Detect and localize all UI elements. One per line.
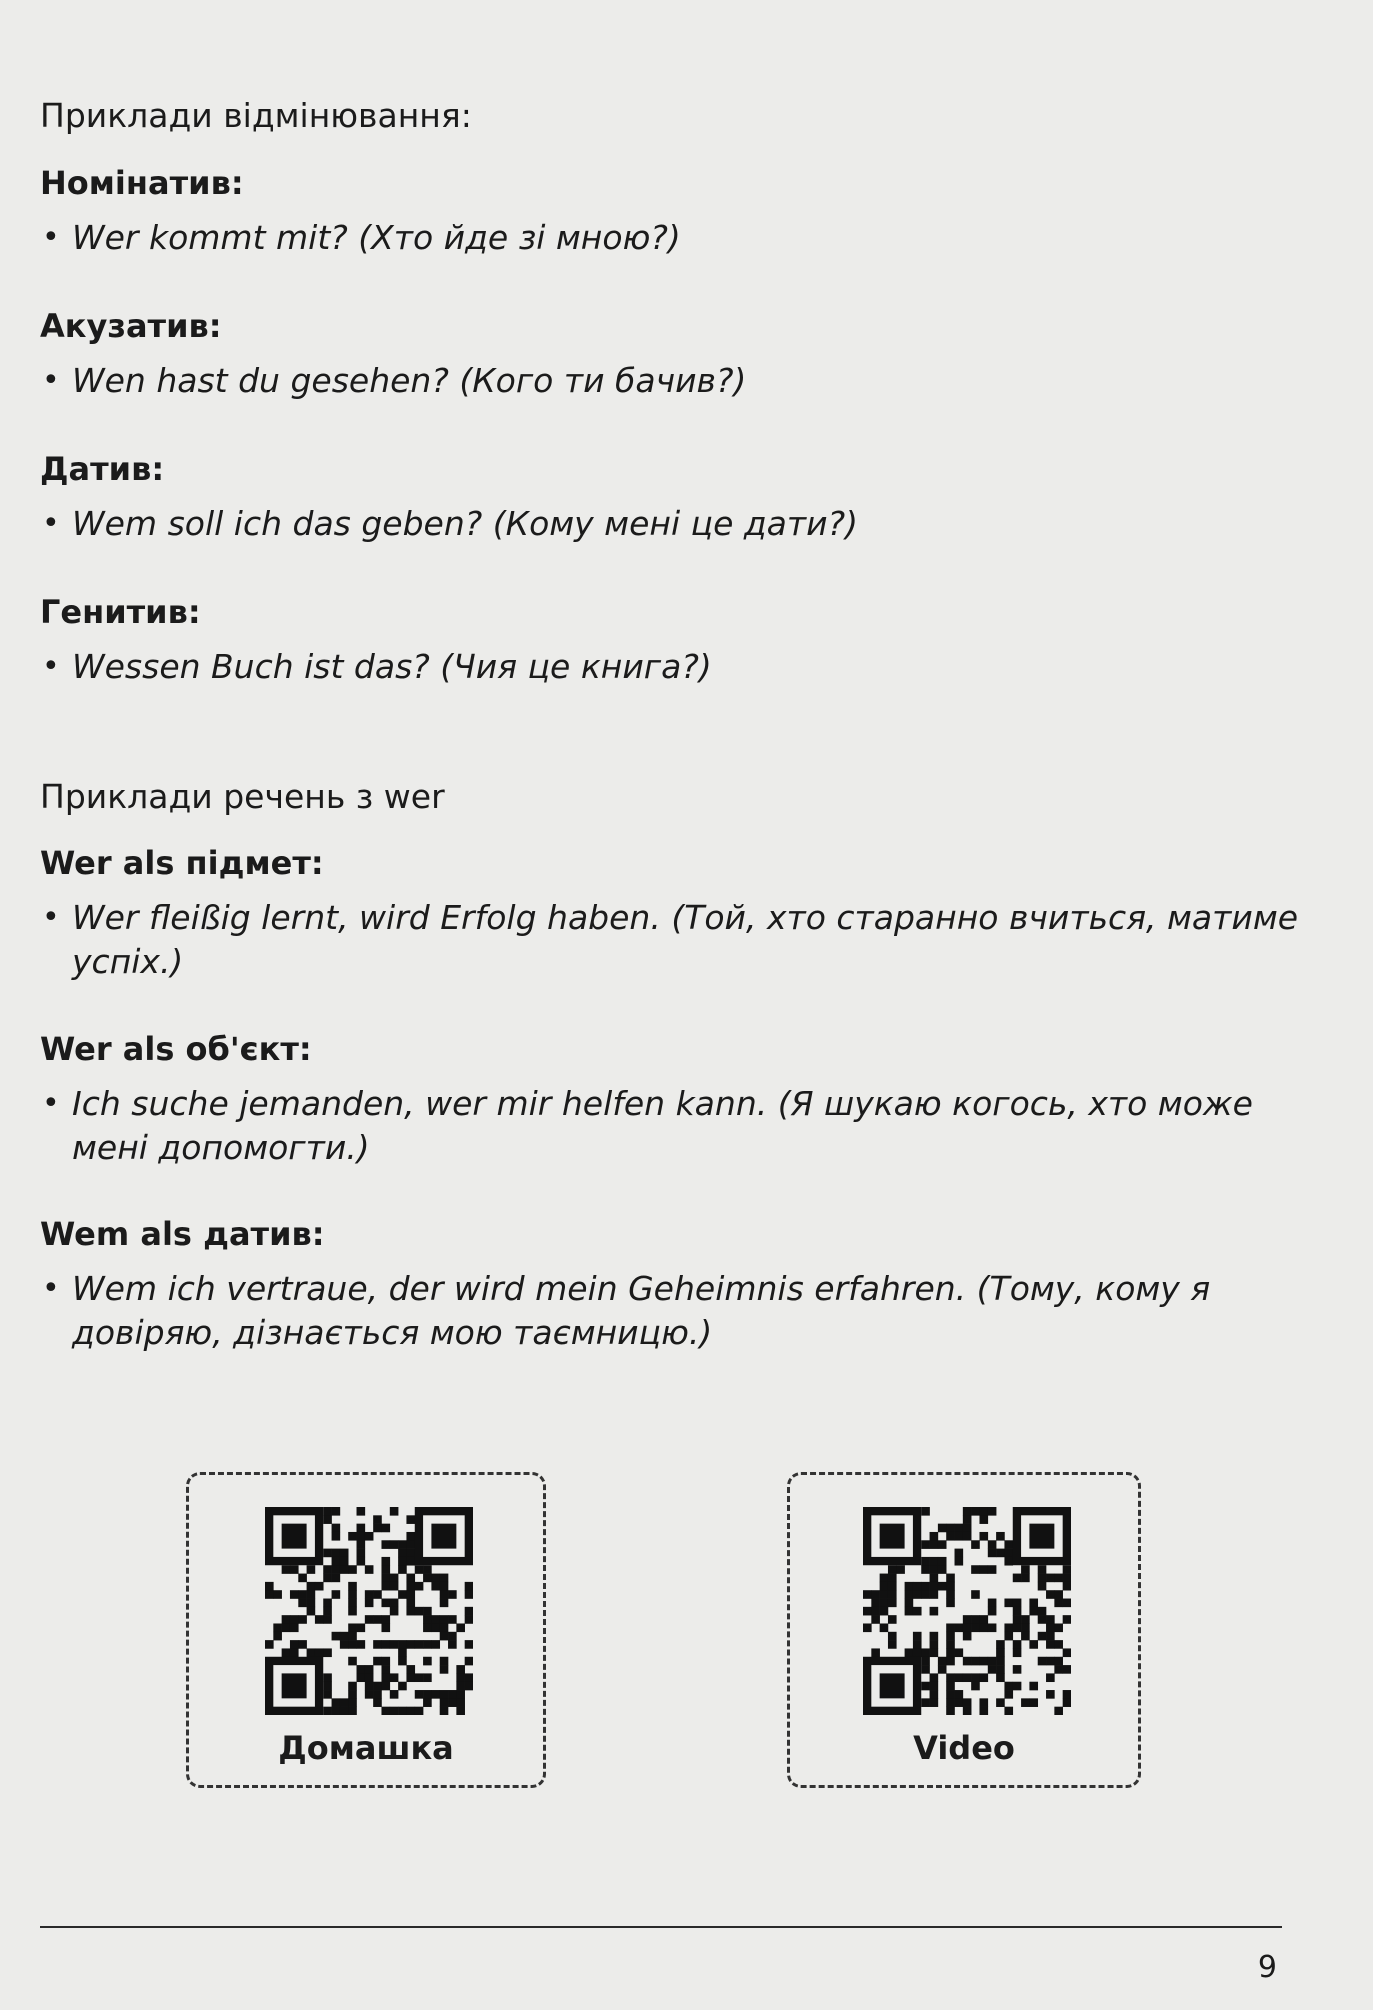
page-number: 9 [1257, 1950, 1277, 1985]
group-wem-dative [40, 1215, 1300, 1355]
qr-card-label: Домашка [278, 1729, 454, 1767]
example-item [40, 896, 1300, 984]
qr-card-video[interactable] [787, 1472, 1141, 1788]
example-text: Wen hast du gesehen? (Кого ти бачив?) [72, 361, 747, 400]
group-heading: Акузатив: [40, 307, 222, 345]
group-heading: Wer als підмет: [40, 844, 324, 882]
group-dative [40, 450, 1300, 546]
bullet-icon: • [42, 506, 60, 541]
qr-code-icon [863, 1507, 1071, 1715]
example-item [40, 502, 1300, 546]
qr-code-icon [265, 1507, 473, 1715]
group-heading: Wem als датив: [40, 1215, 325, 1253]
example-item [40, 359, 1300, 403]
group-heading: Датив: [40, 450, 165, 488]
group-heading: Генитив: [40, 593, 201, 631]
example-item [40, 645, 1300, 689]
footer-divider [40, 1926, 1282, 1928]
example-text: Wer fleißig lernt, wird Erfolg haben. (Той, хто старанно вчиться, матиме успіх.) [72, 898, 1299, 981]
group-nominative [40, 164, 1300, 260]
example-text: Wer kommt mit? (Хто йде зі мною?) [72, 218, 681, 257]
group-wer-object [40, 1030, 1300, 1170]
qr-card-homework[interactable] [186, 1472, 546, 1788]
example-text: Wessen Buch ist das? (Чия це книга?) [72, 647, 712, 686]
example-item [40, 216, 1300, 260]
example-item [40, 1082, 1300, 1170]
declension-title: Приклади відмінювання: [40, 96, 472, 135]
group-wer-subject [40, 844, 1300, 984]
bullet-icon: • [42, 363, 60, 398]
sentences-title: Приклади речень з wer [40, 777, 445, 816]
bullet-icon: • [42, 1271, 60, 1306]
bullet-icon: • [42, 1086, 60, 1121]
example-text: Ich suche jemanden, wer mir helfen kann. (Я шукаю когось, хто може мені допомогти.) [72, 1084, 1253, 1167]
group-heading: Wer als об'єкт: [40, 1030, 312, 1068]
qr-card-label: Video [913, 1729, 1015, 1767]
example-text: Wem soll ich das geben? (Кому мені це дати?) [72, 504, 858, 543]
group-genitive [40, 593, 1300, 689]
bullet-icon: • [42, 900, 60, 935]
example-item [40, 1267, 1300, 1355]
group-heading: Номінатив: [40, 164, 244, 202]
bullet-icon: • [42, 220, 60, 255]
bullet-icon: • [42, 649, 60, 684]
group-accusative [40, 307, 1300, 403]
example-text: Wem ich vertraue, der wird mein Geheimnis erfahren. (Тому, кому я довіряю, дізнається мою таємницю.) [72, 1269, 1211, 1352]
